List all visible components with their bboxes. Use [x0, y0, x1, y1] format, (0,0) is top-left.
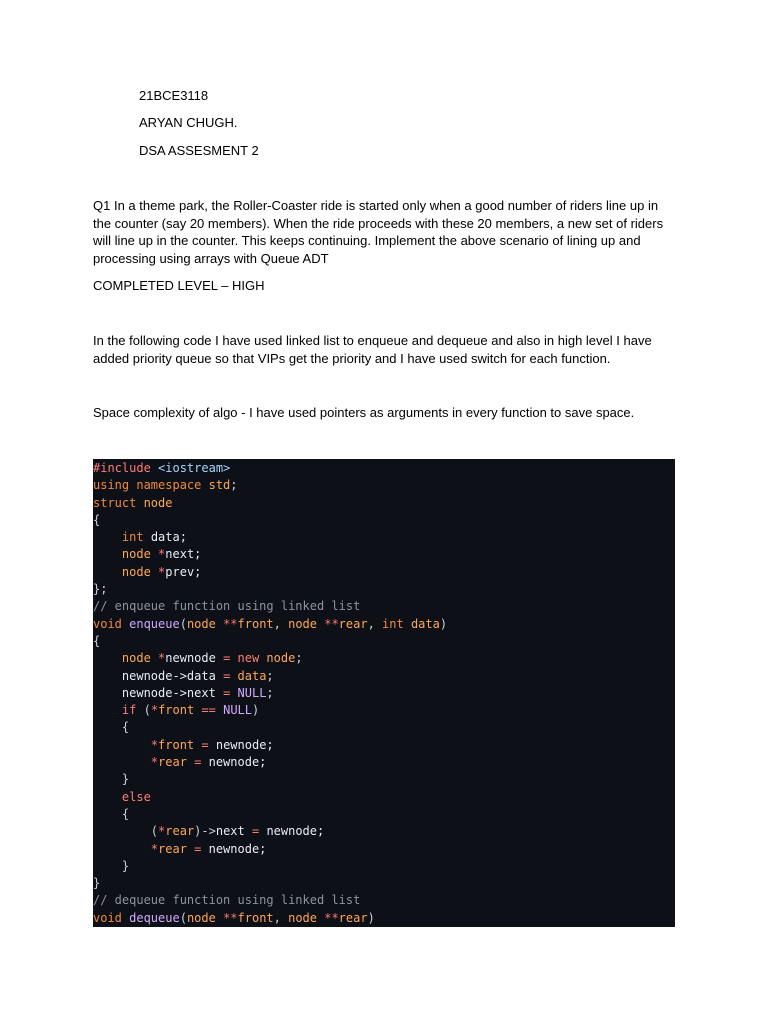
code-token: front [158, 737, 202, 752]
code-token: ( [93, 824, 159, 839]
code-line [93, 719, 675, 736]
code-token: { [93, 512, 101, 527]
code-token: newnode; [208, 755, 267, 770]
code-token: front [237, 910, 274, 925]
code-token: if [121, 703, 144, 718]
code-token: ( [179, 616, 187, 631]
code-token: front [158, 703, 202, 718]
code-token [93, 703, 122, 717]
code-line [93, 892, 675, 909]
code-token: ( [143, 703, 151, 718]
code-line [93, 650, 675, 667]
code-token: #include [93, 461, 159, 475]
code-token: void [93, 616, 130, 631]
code-token: = [223, 668, 238, 683]
code-token: { [93, 806, 130, 821]
code-line [93, 789, 675, 806]
code-token: data; [150, 530, 187, 545]
code-token: { [93, 720, 130, 735]
code-token: else [121, 789, 151, 804]
code-line [93, 823, 675, 840]
code-token: * [158, 547, 166, 562]
code-token [93, 842, 151, 856]
code-line [93, 771, 675, 788]
code-token: // enqueue function using linked list [93, 599, 361, 614]
code-token: ** [324, 910, 339, 925]
assessment-title: DSA ASSESMENT 2 [139, 143, 259, 158]
code-line [93, 668, 675, 685]
code-token: == [201, 703, 224, 718]
code-token: next [215, 824, 252, 839]
code-token: // dequeue function using linked list [93, 893, 361, 908]
code-token: newnode [165, 651, 224, 666]
code-token: dequeue [129, 910, 180, 925]
code-token: = [201, 737, 216, 752]
code-token: void [93, 910, 130, 925]
code-token [93, 530, 122, 544]
code-line [93, 460, 675, 477]
code-line [93, 875, 675, 892]
code-token: ** [223, 910, 238, 925]
code-token: = [251, 824, 267, 839]
code-token: ( [179, 910, 187, 925]
code-token: { [93, 633, 101, 648]
code-token: next; [165, 547, 202, 562]
code-token: }; [93, 582, 108, 597]
code-token: ; [266, 685, 274, 700]
completion-status: COMPLETED LEVEL – HIGH [93, 278, 265, 293]
code-token: ; [295, 651, 303, 666]
registration-number: 21BCE3118 [139, 88, 209, 103]
code-token: ) [252, 703, 260, 718]
code-token: new [237, 651, 267, 666]
code-token: newnode->next [121, 685, 224, 700]
code-token: rear [165, 824, 195, 839]
code-token [93, 755, 151, 769]
code-token: rear [338, 910, 368, 925]
code-token: } [93, 876, 101, 891]
code-token: * [158, 564, 166, 579]
code-line [93, 737, 675, 754]
code-token: rear [338, 616, 368, 631]
code-token: , [273, 910, 289, 925]
code-token: node [288, 910, 325, 925]
code-token: node [121, 564, 159, 579]
code-token: front [237, 616, 274, 631]
code-line [93, 529, 675, 546]
code-line [93, 685, 675, 702]
code-token: , [273, 616, 289, 631]
code-line [93, 598, 675, 615]
code-token: = [223, 651, 238, 666]
code-token: ) [367, 910, 375, 925]
code-token: data [410, 616, 440, 631]
code-token: , [367, 616, 383, 631]
code-token [93, 738, 151, 752]
code-line [93, 512, 675, 529]
code-token [93, 686, 122, 700]
code-token: enqueue [129, 616, 180, 631]
code-token: newnode->data [121, 668, 224, 683]
code-line [93, 546, 675, 563]
code-line [93, 754, 675, 771]
question-text: Q1 In a theme park, the Roller-Coaster ride is started only when a good number of riders line up in the counter (say 20 members). When the ride proceeds with these 20 members, a new set of riders will line up in the counter. This keeps continuing. Implement the above scenario of lining up and processing using arrays with Queue ADT [93, 198, 664, 266]
code-token: newnode; [215, 737, 274, 752]
code-token [93, 565, 122, 579]
code-token: node [121, 547, 159, 562]
code-token: NULL [223, 703, 253, 718]
code-token: newnode; [266, 824, 325, 839]
code-token: } [93, 858, 130, 873]
student-name: ARYAN CHUGH. [139, 115, 238, 130]
code-token: node [288, 616, 325, 631]
code-token: rear [158, 841, 195, 856]
code-token: } [93, 772, 130, 787]
code-token: * [150, 737, 159, 752]
code-token: * [150, 841, 159, 856]
code-token: * [158, 824, 166, 839]
code-token: rear [158, 755, 195, 770]
code-line [93, 806, 675, 823]
code-token: using namespace [93, 478, 209, 493]
code-token: = [223, 685, 238, 700]
code-line [93, 616, 675, 633]
code-token: ** [324, 616, 339, 631]
code-token: = [194, 841, 209, 856]
code-token [93, 669, 122, 683]
code-line [93, 910, 675, 927]
code-token [93, 547, 122, 561]
code-line [93, 581, 675, 598]
code-line [93, 841, 675, 858]
code-line [93, 858, 675, 875]
code-token: node [266, 651, 296, 666]
code-token: data [237, 668, 267, 683]
code-token: node [121, 651, 159, 666]
code-token: ** [223, 616, 238, 631]
code-token: )-> [194, 824, 216, 839]
code-token [93, 790, 122, 804]
code-token: prev; [165, 564, 202, 579]
code-token: int [382, 616, 411, 631]
code-token [93, 651, 122, 665]
approach-description: In the following code I have used linked list to enqueue and dequeue and also in high level I have added priority queue so that VIPs get the priority and I have used switch for each function. [93, 333, 652, 366]
code-line [93, 702, 675, 719]
code-token: * [150, 755, 159, 770]
code-token: ) [439, 616, 448, 631]
code-token: ; [266, 668, 274, 683]
code-token: newnode; [208, 841, 267, 856]
code-line [93, 495, 675, 512]
space-complexity-note: Space complexity of algo - I have used pointers as arguments in every function to save space. [93, 405, 635, 420]
code-token: struct [93, 495, 144, 510]
code-token: std [208, 478, 231, 493]
code-token: <iostream> [158, 461, 231, 475]
code-token: node [143, 495, 173, 510]
code-token: node [186, 616, 224, 631]
code-token: * [158, 651, 166, 666]
code-token: = [194, 755, 209, 770]
code-token: int [121, 530, 151, 545]
code-token: * [150, 703, 159, 718]
code-line [93, 477, 675, 494]
code-line [93, 633, 675, 650]
code-line [93, 564, 675, 581]
code-token: ; [230, 478, 238, 493]
code-block [93, 459, 675, 927]
code-token: node [186, 910, 224, 925]
code-token: NULL [237, 685, 267, 700]
